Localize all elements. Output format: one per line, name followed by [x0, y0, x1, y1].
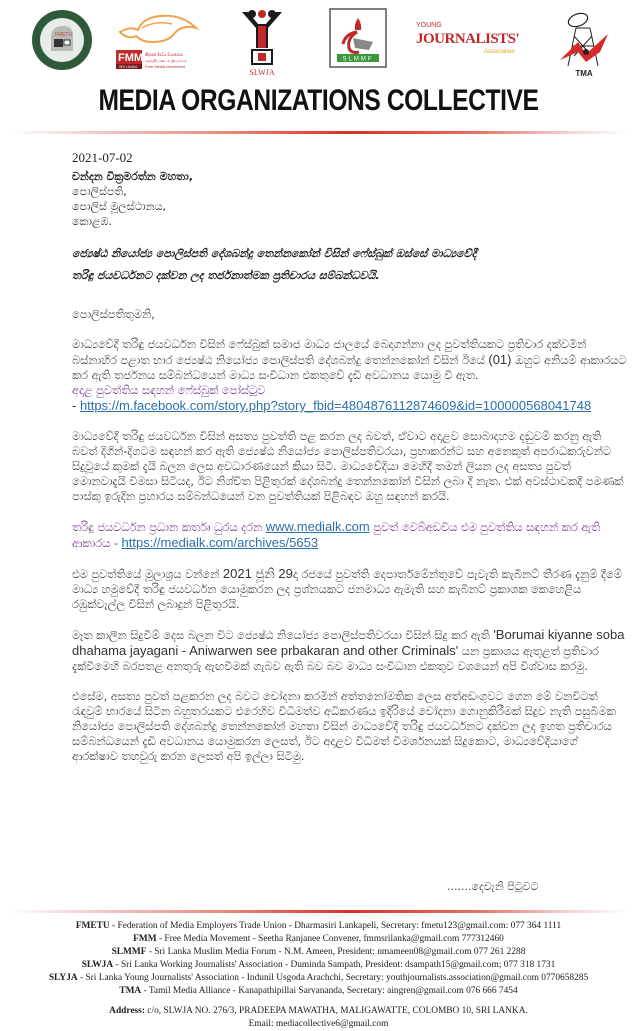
paragraph-text: මාධ්‍යවේදී තරිඳු ජයවර්ධන විසින් ෆේස්බුක් සමාජ මාධ්‍ය ජාලයේ බෙදාගන්නා ලද පුවත්තියකට ප්‍රතිචාර දක්වමින් බස්නාහිර පළාත භාර ජ්‍යෙෂ්ඨ නියෝජ්‍ය පොලිස්පති දේශබන්දු තෙන්නකෝන් විසින් ඊයේ [72, 338, 587, 367]
footer [0, 920, 637, 1031]
paragraph-2: මාධ්‍යවේදී තරිඳු ජයවර්ධන විසින් අසත්‍ය පුවත්ති පළ කරන ලද බවත්, ඒවාට අදාළව සොබාදහම දඬුවම් කරනු ඇති බවත් දිගින්-දිගටම සඳහන් කර ඇති ජ්‍යෙෂ්ඨ නියෝජ්‍ය පොලිස්පතිවරයා, ප්‍රභාකරන්ට සහ අනෙකුත් අපරාධකරුවන්ට සිදුවූයේ කුමක් දැයි බලන ලෙස අවධාරණයෙන් කියා සිටී. මාධ්‍යවේදියා මෙහිදී තමන් ලියන ලද අසත්‍ය පුවත් මොනවාදැයි විමසා සිටියද, ඊට නිශ්චිත පිළිතුරක් දේශබන්දු තෙන්නකෝන් විසින් ලබා දී නැත. එක් අවස්ථාවකදී පමණක් පාස්කු ඉරුදින ප්‍රහාරය සම්බන්ධයෙන් වන පුවත්තියක් පිළිබඳව ඔහු සඳහන් කරයි. [72, 430, 624, 503]
quoted-statement: 'Borumai kiyanne soba dhahama jayagani - Aniwarwen see prbakaran and other Criminals' [72, 627, 625, 658]
letter-date: 2021-07-02 [72, 150, 133, 165]
svg-text:SRI LANKA: SRI LANKA [119, 65, 138, 69]
org-abbr: SLYJA [48, 973, 78, 983]
medialk-home-link[interactable]: www.medialk.com [265, 519, 370, 534]
fmetu-emblem-icon [31, 9, 93, 71]
letter-body [72, 150, 627, 764]
address-label: Address: [109, 1006, 145, 1016]
org-details: - Federation of Media Employers Trade Union - Dharmasiri Lankapeli, Secretary: fmetu123@gmail.com: 077 364 1111 [109, 921, 562, 931]
org-details: - Sri Lanka Young Journalists' Association - Indunil Usgoda Arachchi, Secretary: youthjournalists.association@gmail.com 0770658285 [77, 973, 589, 983]
continued-next-page: .......දෙවැනි පිටුවට [447, 880, 539, 893]
slyja-wordmark-icon [414, 13, 522, 63]
svg-text:FMM: FMM [118, 52, 144, 64]
slmmf-emblem-icon [329, 8, 387, 68]
org-details: - Sri Lanka Working Journalists' Association - Duminda Sampath, President: dsampath15@gmail.com; 077 318 1731 [113, 960, 556, 970]
paragraph-text: පුවත් වෙබ්අඩවිය එම පුවත්තිය සඳහන් කර ඇති ආකාරය - [72, 521, 601, 550]
svg-text:TMA: TMA [575, 69, 593, 78]
footer-email: Email: mediacollective6@gmail.com [248, 1019, 389, 1029]
tma-tower-icon [556, 8, 612, 80]
svg-text:FMETU: FMETU [55, 32, 73, 38]
medialk-article-link[interactable]: https://medialk.com/archives/5653 [121, 535, 319, 550]
slmmf-logo [329, 8, 387, 68]
paragraph-text: යන ප්‍රකාශය ඇතුළත් ප්‍රතිචාර දැක්වීමෙහි බරපතළ අනතුරු ඇඟවීමක් ගැබව ඇති බව බව මාධ්‍ය සංවිධාන එකතුව වශයෙන් අපි විශ්වාස කරමු. [72, 645, 599, 673]
header-divider [8, 131, 628, 134]
svg-text:YOUNG: YOUNG [416, 22, 442, 29]
logo-row [0, 8, 637, 78]
paragraph-text: දා රජයේ පුවත්ති දෙපාර්තමේන්තුවේ පැවැති කැබිනට් තීරණ දැනුම් දීමේ මාධ්‍ය හමුවේදී තරිඳු ජයවර්ධන යොමුකරන ලද ප්‍රශ්නයකට ජනමාධ්‍ය ඇමැති සහ කැබිනට් ප්‍රකාශක කෙහෙළිය රඹුක්වැල්ල විසින් ලබාදුන් පිළිතුරයි. [72, 568, 622, 611]
letterhead [0, 0, 637, 130]
paragraph-text: ඔහුට අනියම් ආකාරයට කර ඇති තර්ජනය සම්බන්ධයෙන් මාධ්‍ය සංවිධාන එකතුවේ දැඩි අවධානය යොමු වී ඇත. [72, 354, 627, 382]
subject-line: ජ්‍යෙෂ්ඨ නියෝජ්‍ය පොලිස්පති දේශබන්දු තෙන්නකෝන් විසින් ෆේස්බුක් ඔස්සේ මාධ්‍යවේදී [72, 247, 477, 260]
org-details: - Tamil Media Alliance - Kanapathipillai Sarvananda, Secretary: aingren@gmail.com 076 666 7454 [141, 986, 518, 996]
paragraph-1: මාධ්‍යවේදී තරිඳු ජයවර්ධන විසින් ෆේස්බුක් සමාජ මාධ්‍ය ජාලයේ බෙදාගන්නා ලද පුවත්තියකට ප්‍රතිචාර දක්වමින් බස්නාහිර පළාත භාර ජ්‍යෙෂ්ඨ නියෝජ්‍ය පොලිස්පති දේශබන්දු තෙන්නකෝන් විසින් ඊයේ (01) ඔහුට අනියම් ආකාරයට කර ඇති තර්ජනය සම්බන්ධයෙන් මාධ්‍ය සංවිධාන එකතුවේ දැඩි අවධානය යොමු වී ඇත. අදාළ පුවත්තිය සඳහන් ෆේස්බුක් පෝස්ටුව - https://m.facebook.com/story.php?story_fbid=4804876112874609&id=100000568041748 [72, 338, 627, 413]
svg-text:சுதந்திர ஊடக இயக்கம்: சுதந்திர ஊடக இயக்கம் [145, 58, 187, 63]
org-abbr: SLMMF [111, 947, 147, 957]
fmetu-logo [30, 8, 94, 72]
footer-org-line [0, 920, 637, 933]
address-text: c/o, SLWJA NO. 276/3, PRADEEPA MAWATHA, MALIGAWATTE, COLOMBO 10, SRI LANKA. [144, 1006, 528, 1016]
paragraph-text: මෑත කාලීන සිදුවීම් දෙස බලන විට ජ්‍යෙෂ්ඨ නියෝජ්‍ය පොලිස්පතිවරයා විසින් සිදු කර ඇති [72, 629, 490, 642]
svg-text:නිදහස් මාධ්‍ය ව්‍යාපාරය: නිදහස් මාධ්‍ය ව්‍යාපාරය [145, 52, 183, 57]
org-details: - Sri Lanka Muslim Media Forum - N.M. Ameen, President: nmameen08@gmail.com 077 261 2288 [146, 947, 526, 957]
org-details: - Free Media Movement - Seetha Ranjanee Convener, fmmsrilanka@gmail.com 777312460 [156, 934, 504, 944]
footer-org-line [0, 972, 637, 985]
recipient-line: පොලිස්පති, [72, 185, 127, 198]
slyja-logo [414, 8, 522, 68]
footer-divider [8, 910, 628, 913]
salutation: පොලිස්පතිතුමනි, [72, 308, 155, 321]
paragraph-text: එම පුවත්තියේ මූලාශ්‍රය වන්නේ [72, 568, 220, 581]
recipient-line: චන්දන වික්‍රමරත්න මහතා, [72, 170, 193, 183]
page-title: MEDIA ORGANIZATIONS COLLECTIVE [98, 84, 539, 117]
svg-text:Association: Association [484, 49, 515, 55]
footer-address [0, 1005, 637, 1018]
fmm-logo [112, 8, 208, 72]
org-abbr: SLWJA [81, 960, 114, 970]
recipient-line: පොලිස් මූලස්ථානය, [72, 200, 166, 213]
footer-org-line [0, 946, 637, 959]
paragraph-3 [72, 519, 627, 551]
org-abbr: FMM [133, 934, 157, 944]
fmm-bird-icon [112, 8, 208, 72]
paragraph-number: (01) [488, 352, 512, 367]
svg-text:Free Media Movement: Free Media Movement [145, 64, 186, 69]
letter-subject [72, 243, 627, 287]
paragraph-4 [72, 566, 627, 612]
org-abbr: FMETU [75, 921, 110, 931]
footer-org-line [0, 985, 637, 998]
facebook-post-label: අදාළ පුවත්තිය සඳහන් ෆේස්බුක් පෝස්ටුව [72, 384, 266, 397]
paragraph-text: තරිඳු ජයවර්ධන ප්‍රධාන කර්තෘ ධුරය දරන [72, 521, 263, 534]
svg-text:SLMMF: SLMMF [342, 56, 374, 63]
facebook-post-link[interactable]: https://m.facebook.com/story.php?story_fbid=4804876112874609&id=100000568041748 [79, 398, 592, 413]
svg-text:JOURNALISTS': JOURNALISTS' [416, 31, 520, 47]
footer-org-line [0, 959, 637, 972]
paragraph-5 [72, 627, 627, 674]
recipient-address [72, 169, 627, 229]
slwja-people-icon [236, 8, 288, 78]
org-abbr: TMA [119, 986, 142, 996]
paragraph-6: එසේම, අසත්‍ය පුවත් පළකරන ලද බවට චෝදනා කරමින් අත්තනෝමතික ලෙස අත්අඩංගුවට ගෙන මේ වනවිටත් රැඳවුම් භාරයේ සිටින බහුතරයකට එරෙහිව විධිමත්ව අධිකරණය ඉදිරියේ චෝදනා ගොනුකිරීමක් සිදුව නැති පසුබිමක නියෝජ්‍ය පොලිස්පති දේශබන්දු තෙන්නකෝන් මහතා විසින් මාධ්‍යවේදී තරිඳු ජයවර්ධනට දක්වන ලද ඉහත ප්‍රතිචාරය සම්බන්ධයෙන් දැඩි අවධානය යොමුකරන ලෙසත්, ඊට අදාළව විධිමත් විමර්ශනයක් සිදුකොට, මාධ්‍යවේදියාගේ ආරක්ෂාව තහවුරු කරන ලෙසත් අපි ඉල්ලා සිටිමු. [72, 690, 616, 763]
subject-line: තරිඳු ජයවර්ධනට දක්වන ලද තර්ජනාත්මක ප්‍රතිචාරය සම්බන්ධවයි. [72, 269, 380, 282]
slwja-logo [236, 8, 288, 78]
footer-org-line [0, 933, 637, 946]
paragraph-date: 2021 ජූනි 29 [222, 566, 293, 581]
svg-text:SLWJA: SLWJA [249, 68, 275, 77]
tma-logo [556, 8, 612, 80]
recipient-line: කොළඹ. [72, 215, 113, 228]
